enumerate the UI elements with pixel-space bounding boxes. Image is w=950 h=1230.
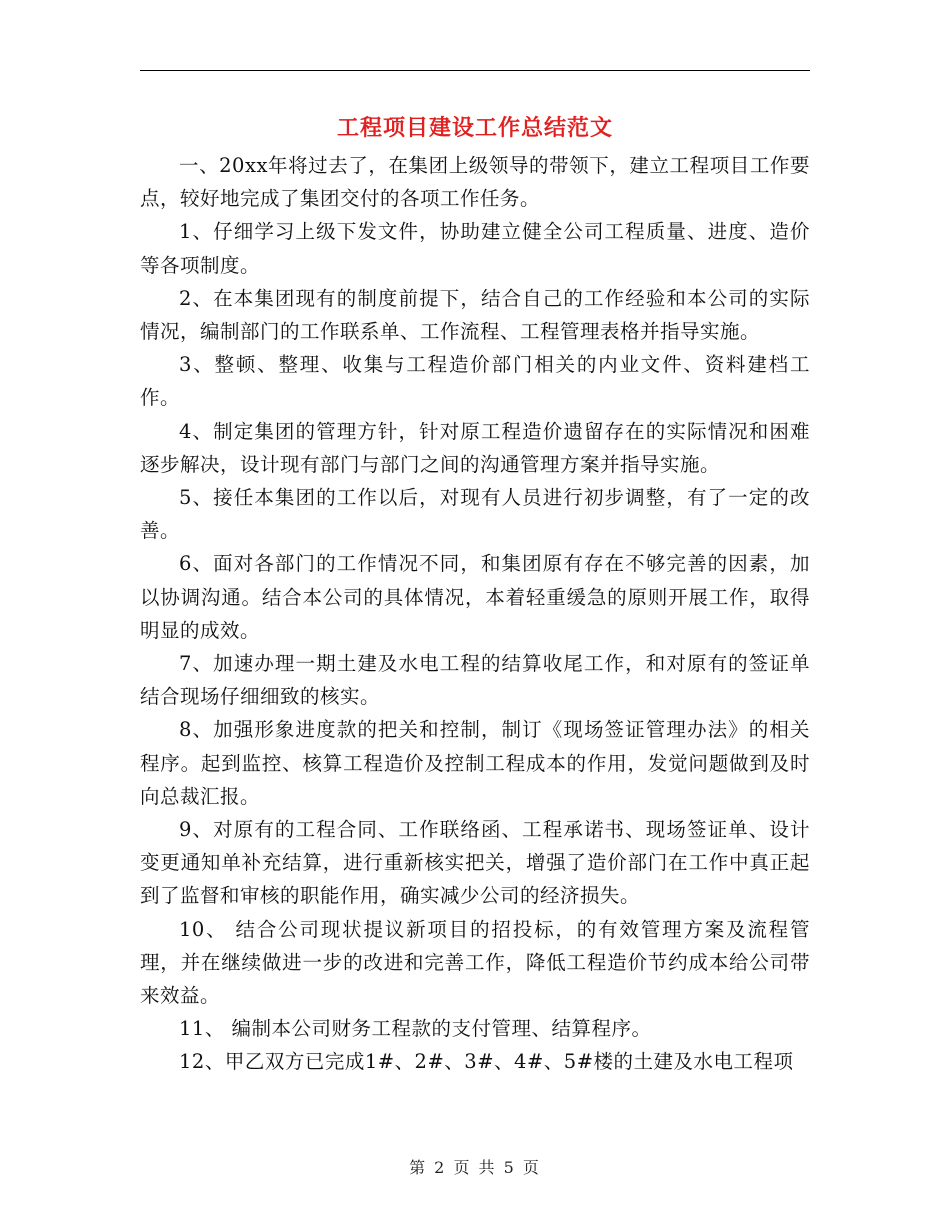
paragraph-item-1: 1、仔细学习上级下发文件，协助建立健全公司工程质量、进度、造价等各项制度。 (140, 220, 810, 277)
paragraph-item-6: 6、面对各部门的工作情况不同，和集团原有存在不够完善的因素，加以协调沟通。结合本公司的具体情况，本着轻重缓急的原则开展工作，取得明显的成效。 (140, 552, 810, 642)
paragraph-item-4: 4、制定集团的管理方针，针对原工程造价遗留存在的实际情况和困难逐步解决，设计现有部门与部门之间的沟通管理方案并指导实施。 (140, 419, 810, 476)
paragraph-item-5: 5、接任本集团的工作以后，对现有人员进行初步调整，有了一定的改善。 (140, 486, 810, 543)
paragraph-item-8: 8、加强形象进度款的把关和控制，制订《现场签证管理办法》的相关程序。起到监控、核算工程造价及控制工程成本的作用，发觉问题做到及时向总裁汇报。 (140, 718, 810, 808)
paragraph-item-9: 9、对原有的工程合同、工作联络函、工程承诺书、现场签证单、设计变更通知单补充结算，进行重新核实把关，增强了造价部门在工作中真正起到了监督和审核的职能作用，确实减少公司的经济损失。 (140, 818, 810, 908)
page-number-footer: 第 2 页 共 5 页 (409, 1158, 541, 1177)
paragraph-item-7: 7、加速办理一期土建及水电工程的结算收尾工作，和对原有的签证单结合现场仔细细致的核实。 (140, 652, 810, 709)
paragraph-intro: 一、20xx年将过去了，在集团上级领导的带领下，建立工程项目工作要点，较好地完成了集团交付的各项工作任务。 (140, 154, 810, 211)
header-rule (140, 70, 810, 71)
document-title: 工程项目建设工作总结范文 (336, 115, 613, 141)
document-body (140, 149, 810, 1079)
paragraph-item-11: 11、 编制本公司财务工程款的支付管理、结算程序。 (179, 1017, 652, 1041)
paragraph-item-2: 2、在本集团现有的制度前提下，结合自己的工作经验和本公司的实际情况，编制部门的工作联系单、工作流程、工程管理表格并指导实施。 (140, 286, 810, 344)
paragraph-item-12: 12、甲乙双方已完成1#、2#、3#、4#、5#楼的土建及水电工程项 (179, 1050, 794, 1074)
paragraph-item-3: 3、整顿、整理、收集与工程造价部门相关的内业文件、资料建档工作。 (140, 353, 810, 410)
paragraph-item-10: 10、 结合公司现状提议新项目的招投标，的有效管理方案及流程管理，并在继续做进一步的改进和完善工作，降低工程造价节约成本给公司带来效益。 (140, 917, 810, 1008)
